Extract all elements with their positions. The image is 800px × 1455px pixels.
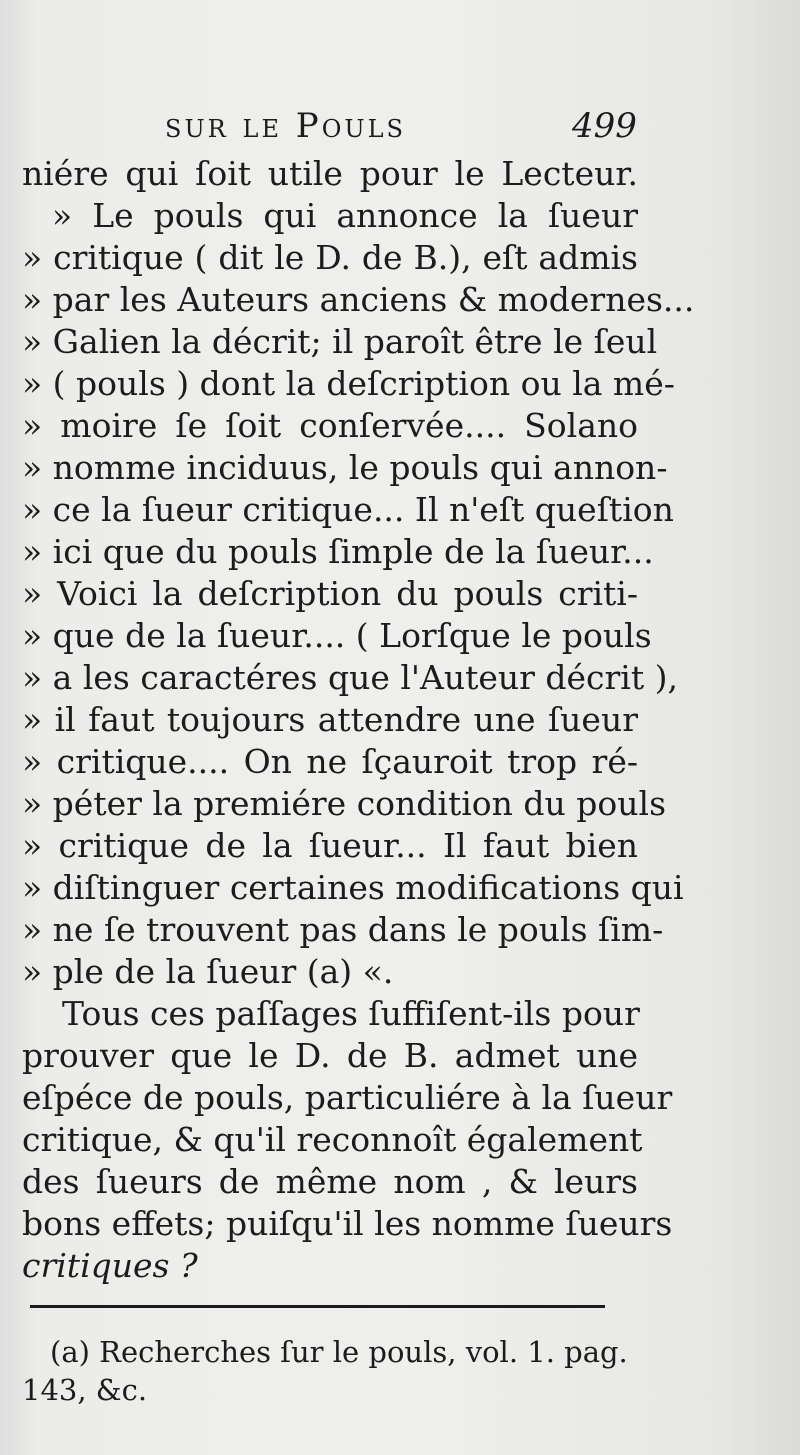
page-number: 499 — [572, 106, 637, 146]
text-line: » nomme inciduus, le pouls qui annon- — [22, 448, 668, 487]
text-line: critique, & qu'il reconnoît également — [22, 1120, 643, 1159]
running-title: sur le Pouls — [165, 106, 406, 146]
text-line: » ple de la ſueur (a) «. — [22, 952, 394, 991]
text-line: critiques ? — [22, 1246, 198, 1285]
text-line: » Galien la décrit; il paroît être le ſeul — [22, 322, 658, 361]
text-line: » par les Auteurs anciens & modernes... — [22, 280, 695, 319]
footnote-rule — [30, 1305, 605, 1308]
text-line: » a les caractéres que l'Auteur décrit ), — [22, 658, 678, 697]
text-line: niére qui ſoit utile pour le Lecteur. — [22, 154, 638, 193]
text-line: » péter la premiére condition du pouls — [22, 784, 667, 823]
text-line: » critique ( dit le D. de B.), eſt admis — [22, 238, 638, 277]
footnote-line: (a) Recherches ſur le pouls, vol. 1. pag. — [50, 1335, 628, 1369]
text-line: » Voici la deſcription du pouls criti- — [22, 574, 638, 613]
text-line: » critique de la ſueur... Il faut bien — [22, 826, 638, 865]
text-line: » il faut toujours attendre une ſueur — [22, 700, 638, 739]
text-line: » ( pouls ) dont la deſcription ou la mé- — [22, 364, 675, 403]
text-line: » ce la ſueur critique... Il n'eſt queſtion — [22, 490, 674, 529]
text-line: bons effets; puiſqu'il les nomme ſueurs — [22, 1204, 673, 1243]
text-line: » critique.... On ne ſçauroit trop ré- — [22, 742, 638, 781]
text-line: » diſtinguer certaines modifications qui — [22, 868, 684, 907]
footnote — [22, 1333, 642, 1409]
text-line: eſpéce de pouls, particuliére à la ſueur — [22, 1078, 673, 1117]
running-head — [0, 100, 800, 150]
text-line: » Le pouls qui annonce la ſueur — [52, 196, 638, 235]
text-line: Tous ces paſſages ſuffiſent-ils pour — [62, 994, 640, 1033]
footnote-line: 143, &c. — [22, 1373, 148, 1407]
text-line: » ici que du pouls ſimple de la ſueur... — [22, 532, 654, 571]
body-text — [22, 153, 695, 1287]
text-line: des ſueurs de même nom , & leurs — [22, 1162, 638, 1201]
text-line: » ne ſe trouvent pas dans le pouls ſim- — [22, 910, 664, 949]
text-line: » que de la ſueur.... ( Lorſque le pouls — [22, 616, 652, 655]
text-line: » moire ſe ſoit conſervée.... Solano — [22, 406, 638, 445]
text-line: prouver que le D. de B. admet une — [22, 1036, 638, 1075]
